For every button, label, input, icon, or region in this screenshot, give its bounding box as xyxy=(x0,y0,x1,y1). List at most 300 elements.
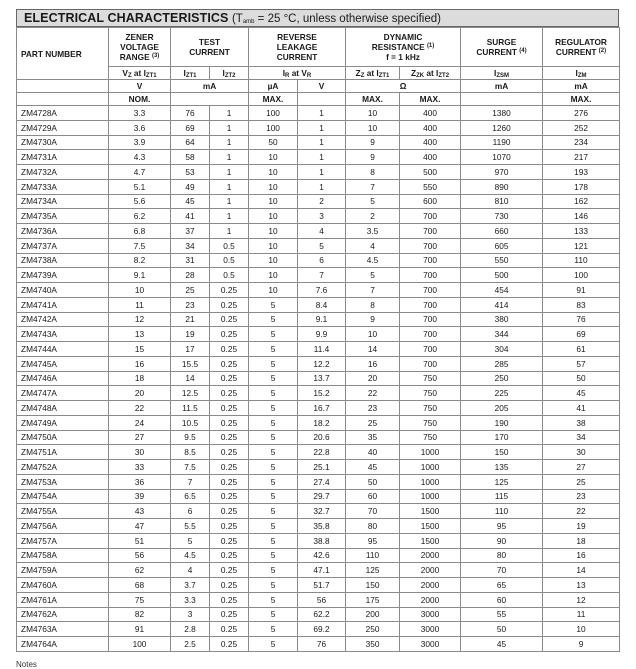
table-row xyxy=(17,165,620,180)
qual-max-ir: MAX. xyxy=(249,93,298,106)
value-cell: 100 xyxy=(543,268,620,283)
value-cell: 47 xyxy=(109,519,171,534)
value-cell: 700 xyxy=(400,224,461,239)
part-number-cell: ZM4752A xyxy=(17,460,109,475)
value-cell: 4 xyxy=(298,224,346,239)
value-cell: 16 xyxy=(543,548,620,563)
value-cell: 5 xyxy=(346,268,400,283)
table-row xyxy=(17,548,620,563)
value-cell: 162 xyxy=(543,194,620,209)
value-cell: 50 xyxy=(461,622,543,637)
value-cell: 0.25 xyxy=(210,622,249,637)
value-cell: 250 xyxy=(461,371,543,386)
part-number-cell: ZM4728A xyxy=(17,106,109,121)
value-cell: 43 xyxy=(109,504,171,519)
table-row xyxy=(17,194,620,209)
value-cell: 45 xyxy=(543,386,620,401)
part-number-cell: ZM4762A xyxy=(17,607,109,622)
sym-izt1: $I_{ZT1}$ xyxy=(171,67,210,80)
value-cell: 3.3 xyxy=(109,106,171,121)
value-cell: 1 xyxy=(298,165,346,180)
value-cell: 7 xyxy=(346,283,400,298)
value-cell: 0.25 xyxy=(210,415,249,430)
part-number-cell: ZM4735A xyxy=(17,209,109,224)
value-cell: 0.25 xyxy=(210,504,249,519)
value-cell: 7 xyxy=(298,268,346,283)
value-cell: 0.25 xyxy=(210,637,249,652)
table-row xyxy=(17,253,620,268)
value-cell: 45 xyxy=(461,637,543,652)
value-cell: 25 xyxy=(346,415,400,430)
value-cell: 3000 xyxy=(400,637,461,652)
value-cell: 2.8 xyxy=(171,622,210,637)
part-number-cell: ZM4730A xyxy=(17,135,109,150)
sym-vz: $V_Z$ at $I_{ZT1}$ xyxy=(109,67,171,80)
value-cell: 0.25 xyxy=(210,460,249,475)
value-cell: 110 xyxy=(461,504,543,519)
value-cell: 5 xyxy=(249,519,298,534)
value-cell: 1500 xyxy=(400,519,461,534)
value-cell: 9 xyxy=(543,637,620,652)
table-row xyxy=(17,297,620,312)
value-cell: 380 xyxy=(461,312,543,327)
value-cell: 18 xyxy=(109,371,171,386)
value-cell: 1190 xyxy=(461,135,543,150)
value-cell: 970 xyxy=(461,165,543,180)
value-cell: 6.5 xyxy=(171,489,210,504)
value-cell: 0.25 xyxy=(210,489,249,504)
value-cell: 1 xyxy=(298,120,346,135)
sym-izsm: $I_{ZSM}$ xyxy=(461,67,543,80)
value-cell: 82 xyxy=(109,607,171,622)
value-cell: 11 xyxy=(543,607,620,622)
value-cell: 1 xyxy=(210,135,249,150)
value-cell: 11 xyxy=(109,297,171,312)
value-cell: 700 xyxy=(400,356,461,371)
value-cell: 10 xyxy=(249,194,298,209)
value-cell: 64 xyxy=(171,135,210,150)
value-cell: 17 xyxy=(171,342,210,357)
value-cell: 13 xyxy=(109,327,171,342)
value-cell: 75 xyxy=(109,592,171,607)
value-cell: 80 xyxy=(346,519,400,534)
value-cell: 1380 xyxy=(461,106,543,121)
value-cell: 5.1 xyxy=(109,179,171,194)
value-cell: 0.5 xyxy=(210,238,249,253)
value-cell: 660 xyxy=(461,224,543,239)
value-cell: 5 xyxy=(249,371,298,386)
part-number-cell: ZM4763A xyxy=(17,622,109,637)
value-cell: 1 xyxy=(298,135,346,150)
value-cell: 58 xyxy=(171,150,210,165)
sym-zz: $Z_Z$ at $I_{ZT1}$ xyxy=(346,67,400,80)
value-cell: 9.9 xyxy=(298,327,346,342)
value-cell: 2000 xyxy=(400,592,461,607)
value-cell: 4.7 xyxy=(109,165,171,180)
value-cell: 30 xyxy=(543,445,620,460)
value-cell: 95 xyxy=(461,519,543,534)
unit-ma2: mA xyxy=(461,80,543,93)
value-cell: 150 xyxy=(461,445,543,460)
unit-ohm: Ω xyxy=(346,80,461,93)
value-cell: 0.25 xyxy=(210,430,249,445)
sym-izt2: $I_{ZT2}$ xyxy=(210,67,249,80)
value-cell: 400 xyxy=(400,120,461,135)
value-cell: 110 xyxy=(543,253,620,268)
part-number-cell: ZM4742A xyxy=(17,312,109,327)
value-cell: 12.2 xyxy=(298,356,346,371)
part-number-cell: ZM4729A xyxy=(17,120,109,135)
value-cell: 7 xyxy=(171,474,210,489)
part-number-cell: ZM4739A xyxy=(17,268,109,283)
value-cell: 16.7 xyxy=(298,401,346,416)
value-cell: 2000 xyxy=(400,548,461,563)
table-row xyxy=(17,401,620,416)
value-cell: 1500 xyxy=(400,504,461,519)
value-cell: 5 xyxy=(249,386,298,401)
unit-v: V xyxy=(109,80,171,93)
value-cell: 217 xyxy=(543,150,620,165)
part-number-cell: ZM4750A xyxy=(17,430,109,445)
value-cell: 7 xyxy=(346,179,400,194)
value-cell: 18.2 xyxy=(298,415,346,430)
value-cell: 20 xyxy=(346,371,400,386)
value-cell: 25.1 xyxy=(298,460,346,475)
value-cell: 750 xyxy=(400,415,461,430)
value-cell: 3.7 xyxy=(171,578,210,593)
value-cell: 9 xyxy=(346,312,400,327)
value-cell: 28 xyxy=(171,268,210,283)
value-cell: 6 xyxy=(171,504,210,519)
value-cell: 10 xyxy=(346,120,400,135)
value-cell: 700 xyxy=(400,342,461,357)
value-cell: 68 xyxy=(109,578,171,593)
value-cell: 1000 xyxy=(400,445,461,460)
value-cell: 4.3 xyxy=(109,150,171,165)
part-number-cell: ZM4764A xyxy=(17,637,109,652)
value-cell: 10 xyxy=(346,327,400,342)
value-cell: 6.2 xyxy=(109,209,171,224)
value-cell: 1 xyxy=(210,150,249,165)
value-cell: 2 xyxy=(298,194,346,209)
notes-label: Notes xyxy=(16,660,37,669)
value-cell: 175 xyxy=(346,592,400,607)
sym-izm: $I_{ZM}$ xyxy=(543,67,620,80)
value-cell: 600 xyxy=(400,194,461,209)
value-cell: 8.5 xyxy=(171,445,210,460)
value-cell: 34 xyxy=(171,238,210,253)
value-cell: 14 xyxy=(543,563,620,578)
part-number-cell: ZM4737A xyxy=(17,238,109,253)
value-cell: 10 xyxy=(109,283,171,298)
value-cell: 5 xyxy=(298,238,346,253)
value-cell: 0.25 xyxy=(210,312,249,327)
value-cell: 95 xyxy=(346,533,400,548)
qual-max-izm: MAX. xyxy=(543,93,620,106)
col-reverse-leakage: REVERSE LEAKAGE CURRENT xyxy=(249,28,346,67)
value-cell: 5 xyxy=(249,297,298,312)
value-cell: 7.5 xyxy=(171,460,210,475)
value-cell: 200 xyxy=(346,607,400,622)
col-zener-voltage: ZENER VOLTAGE RANGE $^{(3)}$ xyxy=(109,28,171,67)
part-number-cell: ZM4744A xyxy=(17,342,109,357)
part-number-cell: ZM4740A xyxy=(17,283,109,298)
value-cell: 150 xyxy=(346,578,400,593)
value-cell: 76 xyxy=(171,106,210,121)
value-cell: 234 xyxy=(543,135,620,150)
value-cell: 5 xyxy=(249,342,298,357)
table-row xyxy=(17,445,620,460)
value-cell: 0.25 xyxy=(210,401,249,416)
part-number-cell: ZM4755A xyxy=(17,504,109,519)
value-cell: 10.5 xyxy=(171,415,210,430)
title-main: ELECTRICAL CHARACTERISTICS xyxy=(24,11,229,25)
value-cell: 1 xyxy=(210,106,249,121)
value-cell: 14 xyxy=(171,371,210,386)
value-cell: 0.25 xyxy=(210,283,249,298)
part-number-cell: ZM4736A xyxy=(17,224,109,239)
value-cell: 2000 xyxy=(400,563,461,578)
table-row xyxy=(17,327,620,342)
value-cell: 193 xyxy=(543,165,620,180)
value-cell: 13.7 xyxy=(298,371,346,386)
value-cell: 31 xyxy=(171,253,210,268)
value-cell: 35.8 xyxy=(298,519,346,534)
value-cell: 91 xyxy=(109,622,171,637)
value-cell: 3000 xyxy=(400,607,461,622)
table-row xyxy=(17,283,620,298)
value-cell: 60 xyxy=(346,489,400,504)
value-cell: 10 xyxy=(249,224,298,239)
value-cell: 27 xyxy=(109,430,171,445)
value-cell: 38.8 xyxy=(298,533,346,548)
part-number-cell: ZM4748A xyxy=(17,401,109,416)
electrical-characteristics-table xyxy=(16,27,620,652)
value-cell: 5 xyxy=(249,563,298,578)
value-cell: 1 xyxy=(210,120,249,135)
value-cell: 16 xyxy=(346,356,400,371)
value-cell: 890 xyxy=(461,179,543,194)
value-cell: 69 xyxy=(543,327,620,342)
value-cell: 2000 xyxy=(400,578,461,593)
value-cell: 810 xyxy=(461,194,543,209)
value-cell: 9.5 xyxy=(171,430,210,445)
value-cell: 3.5 xyxy=(346,224,400,239)
value-cell: 12 xyxy=(109,312,171,327)
value-cell: 500 xyxy=(461,268,543,283)
value-cell: 25 xyxy=(543,474,620,489)
value-cell: 5 xyxy=(249,415,298,430)
part-number-cell: ZM4747A xyxy=(17,386,109,401)
part-number-cell: ZM4731A xyxy=(17,150,109,165)
value-cell: 34 xyxy=(543,430,620,445)
value-cell: 115 xyxy=(461,489,543,504)
part-number-cell: ZM4732A xyxy=(17,165,109,180)
table-row xyxy=(17,238,620,253)
value-cell: 1070 xyxy=(461,150,543,165)
value-cell: 70 xyxy=(346,504,400,519)
title-conditions: ($T_{amb} = 25$ °C, unless otherwise specified) xyxy=(231,13,441,25)
value-cell: 178 xyxy=(543,179,620,194)
value-cell: 4.5 xyxy=(346,253,400,268)
value-cell: 76 xyxy=(543,312,620,327)
value-cell: 5 xyxy=(249,327,298,342)
table-row xyxy=(17,578,620,593)
part-number-cell: ZM4759A xyxy=(17,563,109,578)
value-cell: 700 xyxy=(400,312,461,327)
table-row xyxy=(17,268,620,283)
value-cell: 9 xyxy=(346,135,400,150)
table-row xyxy=(17,607,620,622)
unit-ma: mA xyxy=(171,80,249,93)
value-cell: 700 xyxy=(400,297,461,312)
value-cell: 350 xyxy=(346,637,400,652)
value-cell: 5 xyxy=(249,592,298,607)
value-cell: 0.25 xyxy=(210,297,249,312)
value-cell: 0.25 xyxy=(210,474,249,489)
value-cell: 5 xyxy=(249,548,298,563)
value-cell: 51 xyxy=(109,533,171,548)
value-cell: 9.1 xyxy=(298,312,346,327)
value-cell: 250 xyxy=(346,622,400,637)
value-cell: 62.2 xyxy=(298,607,346,622)
value-cell: 700 xyxy=(400,209,461,224)
part-number-cell: ZM4741A xyxy=(17,297,109,312)
value-cell: 276 xyxy=(543,106,620,121)
part-number-cell: ZM4760A xyxy=(17,578,109,593)
value-cell: 10 xyxy=(543,622,620,637)
value-cell: 50 xyxy=(543,371,620,386)
sym-zzk: $Z_{ZK}$ at $I_{ZT2}$ xyxy=(400,67,461,80)
value-cell: 344 xyxy=(461,327,543,342)
value-cell: 69 xyxy=(171,120,210,135)
value-cell: 125 xyxy=(461,474,543,489)
col-surge-current: SURGE CURRENT $^{(4)}$ xyxy=(461,28,543,67)
value-cell: 5 xyxy=(249,460,298,475)
part-number-cell: ZM4753A xyxy=(17,474,109,489)
value-cell: 42.6 xyxy=(298,548,346,563)
value-cell: 36 xyxy=(109,474,171,489)
value-cell: 56 xyxy=(298,592,346,607)
value-cell: 5 xyxy=(249,533,298,548)
value-cell: 6.8 xyxy=(109,224,171,239)
value-cell: 133 xyxy=(543,224,620,239)
value-cell: 4 xyxy=(346,238,400,253)
value-cell: 5.5 xyxy=(171,519,210,534)
value-cell: 700 xyxy=(400,268,461,283)
value-cell: 100 xyxy=(249,120,298,135)
table-row xyxy=(17,342,620,357)
value-cell: 750 xyxy=(400,430,461,445)
value-cell: 1260 xyxy=(461,120,543,135)
value-cell: 1 xyxy=(210,165,249,180)
value-cell: 1000 xyxy=(400,474,461,489)
value-cell: 10 xyxy=(249,179,298,194)
value-cell: 414 xyxy=(461,297,543,312)
value-cell: 5 xyxy=(249,312,298,327)
table-row xyxy=(17,474,620,489)
value-cell: 8.2 xyxy=(109,253,171,268)
value-cell: 110 xyxy=(346,548,400,563)
table-row xyxy=(17,106,620,121)
value-cell: 5 xyxy=(249,637,298,652)
value-cell: 285 xyxy=(461,356,543,371)
value-cell: 22 xyxy=(543,504,620,519)
table-row xyxy=(17,592,620,607)
unit-empty xyxy=(17,80,109,93)
value-cell: 100 xyxy=(109,637,171,652)
value-cell: 29.7 xyxy=(298,489,346,504)
value-cell: 23 xyxy=(171,297,210,312)
value-cell: 19 xyxy=(543,519,620,534)
value-cell: 0.25 xyxy=(210,342,249,357)
table-row xyxy=(17,622,620,637)
table-row xyxy=(17,312,620,327)
value-cell: 7.5 xyxy=(109,238,171,253)
value-cell: 60 xyxy=(461,592,543,607)
value-cell: 38 xyxy=(543,415,620,430)
value-cell: 10 xyxy=(249,209,298,224)
value-cell: 53 xyxy=(171,165,210,180)
value-cell: 12 xyxy=(543,592,620,607)
value-cell: 47.1 xyxy=(298,563,346,578)
value-cell: 1 xyxy=(298,179,346,194)
value-cell: 0.25 xyxy=(210,519,249,534)
value-cell: 57 xyxy=(543,356,620,371)
value-cell: 8 xyxy=(346,297,400,312)
value-cell: 19 xyxy=(171,327,210,342)
value-cell: 5 xyxy=(249,622,298,637)
value-cell: 70 xyxy=(461,563,543,578)
table-row xyxy=(17,120,620,135)
value-cell: 304 xyxy=(461,342,543,357)
part-number-cell: ZM4756A xyxy=(17,519,109,534)
qual-empty-3 xyxy=(298,93,346,106)
value-cell: 750 xyxy=(400,371,461,386)
value-cell: 400 xyxy=(400,106,461,121)
value-cell: 500 xyxy=(400,165,461,180)
value-cell: 2.5 xyxy=(171,637,210,652)
value-cell: 121 xyxy=(543,238,620,253)
value-cell: 3 xyxy=(298,209,346,224)
table-row xyxy=(17,563,620,578)
table-row xyxy=(17,386,620,401)
value-cell: 18 xyxy=(543,533,620,548)
table-row xyxy=(17,533,620,548)
value-cell: 25 xyxy=(171,283,210,298)
qual-empty-4 xyxy=(461,93,543,106)
value-cell: 56 xyxy=(109,548,171,563)
value-cell: 20 xyxy=(109,386,171,401)
value-cell: 3 xyxy=(171,607,210,622)
value-cell: 10 xyxy=(249,165,298,180)
value-cell: 11.5 xyxy=(171,401,210,416)
part-number-cell: ZM4754A xyxy=(17,489,109,504)
value-cell: 76 xyxy=(298,637,346,652)
value-cell: 700 xyxy=(400,327,461,342)
part-number-cell: ZM4749A xyxy=(17,415,109,430)
table-row xyxy=(17,371,620,386)
value-cell: 39 xyxy=(109,489,171,504)
value-cell: 50 xyxy=(249,135,298,150)
value-cell: 10 xyxy=(249,253,298,268)
part-number-cell: ZM4751A xyxy=(17,445,109,460)
value-cell: 1 xyxy=(210,209,249,224)
qual-empty-2 xyxy=(171,93,249,106)
value-cell: 750 xyxy=(400,401,461,416)
table-row xyxy=(17,179,620,194)
value-cell: 5 xyxy=(249,401,298,416)
